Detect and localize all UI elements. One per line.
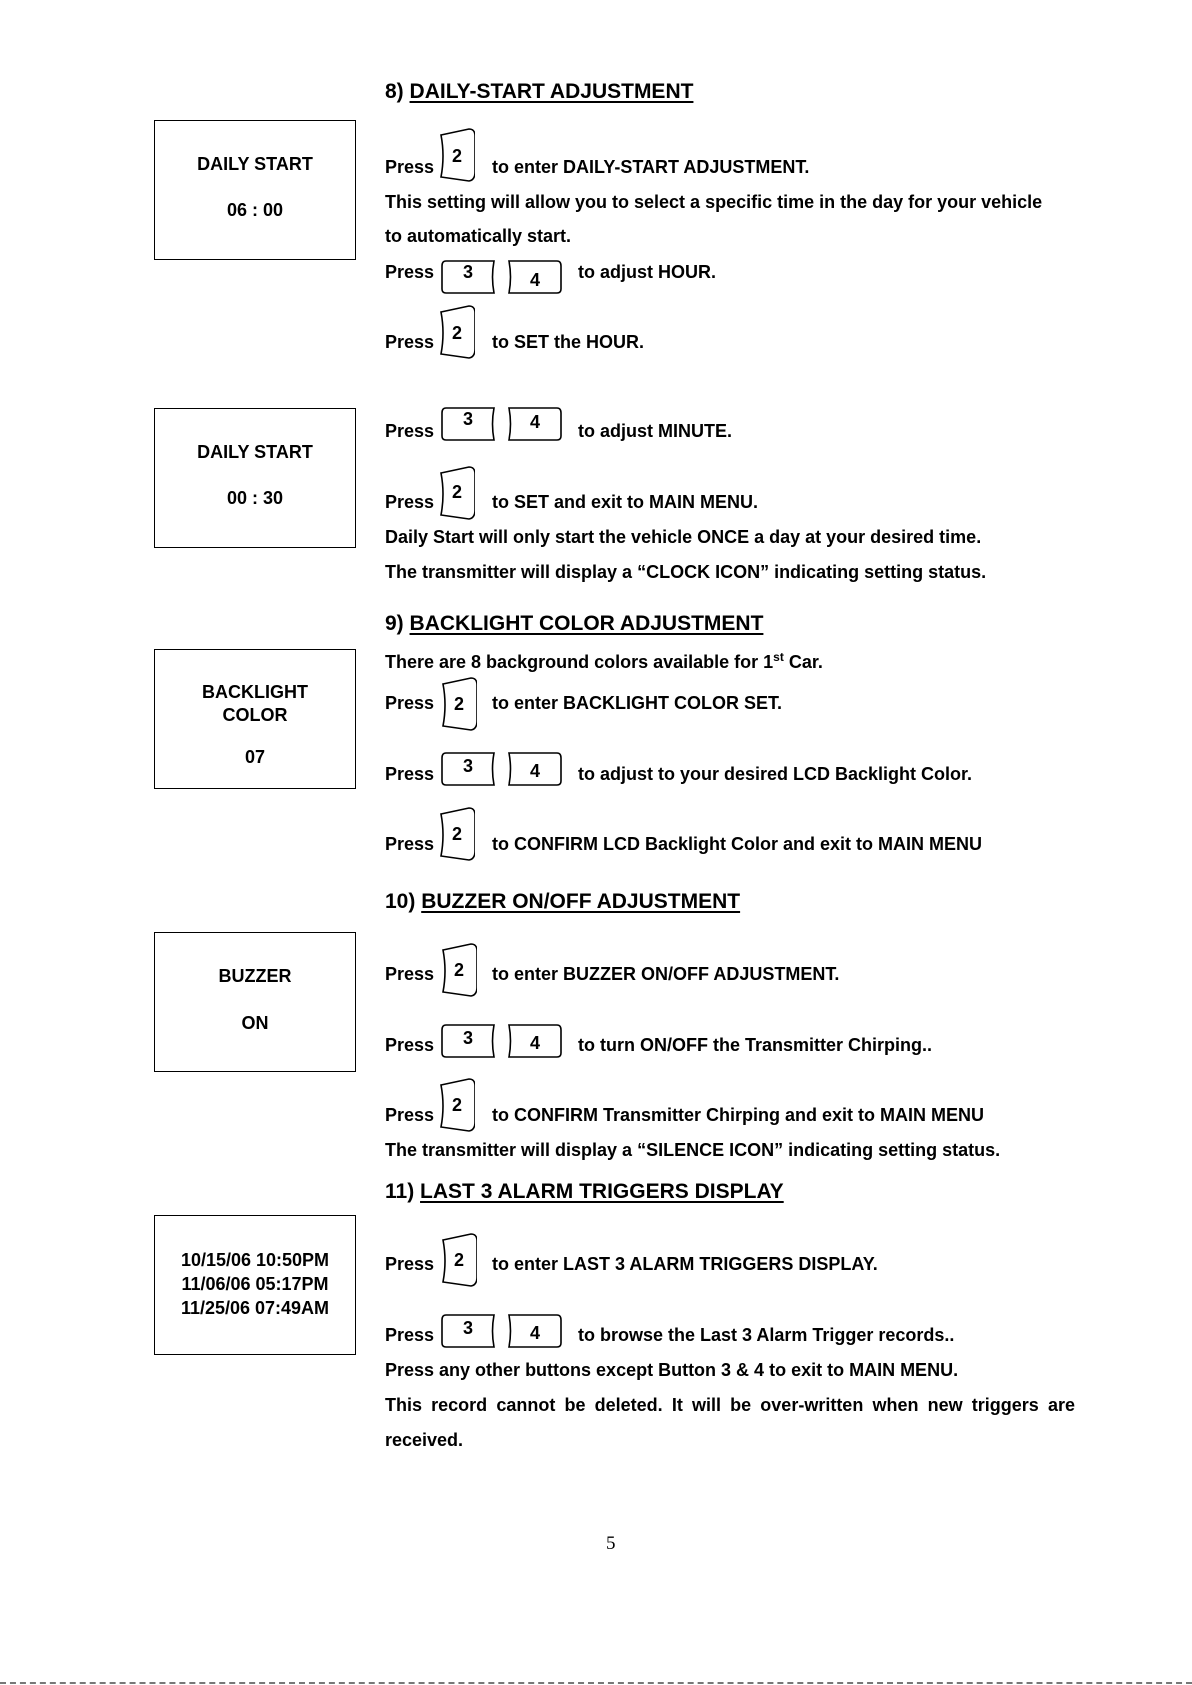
lcd-line: 06 : 00 [226, 200, 284, 220]
lcd-line: 11/25/06 07:49AM [180, 1298, 330, 1318]
lcd-line: COLOR [222, 705, 288, 725]
button-2-label: 2 [453, 694, 464, 714]
lcd-trigger-list [155, 1248, 355, 1320]
button-3 [441, 407, 495, 441]
step-text: to enter DAILY-START ADJUSTMENT. [492, 157, 810, 177]
note-text: Press any other buttons except Button 3 & 4 to exit to MAIN MENU. [385, 1360, 959, 1380]
lcd-line: ON [241, 1013, 269, 1033]
button-2 [441, 1233, 477, 1287]
button-4 [508, 407, 562, 441]
intro-text [385, 650, 823, 673]
press-label: Press [385, 1325, 435, 1345]
step-text: to SET and exit to MAIN MENU. [492, 492, 759, 512]
lcd-line: 00 : 30 [226, 488, 284, 508]
note-text: This record cannot be deleted. It will be over-written when new triggers are [385, 1395, 1075, 1415]
step-text: to adjust HOUR. [578, 262, 716, 282]
button-3 [441, 752, 495, 786]
press-label: Press [385, 834, 435, 854]
button-2 [441, 677, 477, 731]
step-text: to enter LAST 3 ALARM TRIGGERS DISPLAY. [492, 1254, 878, 1274]
lcd-line: 10/15/06 10:50PM [180, 1250, 330, 1270]
section-9-title: BACKLIGHT COLOR ADJUSTMENT [409, 612, 764, 635]
step-text: to CONFIRM LCD Backlight Color and exit to MAIN MENU [492, 834, 982, 854]
lcd-display-daily-start-minute [154, 408, 356, 548]
section-11-heading [385, 1180, 784, 1204]
button-4-label: 4 [529, 1323, 540, 1343]
press-label: Press [385, 492, 435, 512]
press-label: Press [385, 693, 435, 713]
button-2 [439, 305, 475, 359]
step-text: to CONFIRM Transmitter Chirping and exit to MAIN MENU [492, 1105, 985, 1125]
button-2-label: 2 [451, 1095, 462, 1115]
button-3 [441, 1314, 495, 1348]
button-2-label: 2 [451, 323, 462, 343]
press-label: Press [385, 332, 435, 352]
button-3-label: 3 [462, 1318, 473, 1338]
section-8-title: DAILY-START ADJUSTMENT [409, 80, 694, 103]
button-4 [508, 752, 562, 786]
paragraph-line: to automatically start. [385, 226, 572, 246]
section-11-number: 11) [385, 1180, 415, 1203]
section-9-number: 9) [385, 612, 404, 635]
section-8-heading [385, 80, 693, 104]
button-2-label: 2 [453, 1250, 464, 1270]
paragraph-line: This setting will allow you to select a specific time in the day for your vehicle [385, 192, 1043, 212]
button-4-label: 4 [529, 270, 540, 290]
ordinal-superscript: st [773, 650, 784, 664]
button-2-label: 2 [451, 824, 462, 844]
section-11-title: LAST 3 ALARM TRIGGERS DISPLAY [420, 1180, 784, 1203]
section-10-number: 10) [385, 890, 416, 913]
button-2-label: 2 [451, 482, 462, 502]
intro-text-part: There are 8 background colors available for 1 [385, 652, 774, 672]
intro-text-part: Car. [783, 652, 823, 672]
press-label: Press [385, 157, 435, 177]
step-text: to adjust to your desired LCD Backlight Color. [578, 764, 973, 784]
button-2 [439, 466, 475, 520]
press-label: Press [385, 1105, 435, 1125]
button-4-label: 4 [529, 412, 540, 432]
press-label: Press [385, 262, 435, 282]
step-text: to browse the Last 3 Alarm Trigger records.. [578, 1325, 955, 1345]
button-4-label: 4 [529, 761, 540, 781]
section-10-heading [385, 890, 740, 914]
button-2-label: 2 [453, 960, 464, 980]
button-3 [441, 260, 495, 294]
lcd-line: DAILY START [197, 442, 313, 462]
page-bottom-edge [0, 1682, 1192, 1684]
note-text: received. [385, 1430, 464, 1450]
button-2 [441, 943, 477, 997]
press-label: Press [385, 1254, 435, 1274]
button-3 [441, 1024, 495, 1058]
section-9-heading [385, 612, 763, 636]
button-3-label: 3 [462, 262, 473, 282]
button-3-label: 3 [462, 756, 473, 776]
note-text: Daily Start will only start the vehicle ONCE a day at your desired time. [385, 527, 982, 547]
button-2 [439, 807, 475, 861]
note-text: The transmitter will display a “SILENCE ICON” indicating setting status. [385, 1140, 1001, 1160]
section-8-number: 8) [385, 80, 404, 103]
press-label: Press [385, 421, 435, 441]
press-label: Press [385, 764, 435, 784]
note-text: The transmitter will display a “CLOCK ICON” indicating setting status. [385, 562, 987, 582]
lcd-display-buzzer [154, 932, 356, 1072]
step-text: to adjust MINUTE. [578, 421, 732, 441]
lcd-display-backlight-color [154, 649, 356, 789]
step-text: to SET the HOUR. [492, 332, 644, 352]
button-4 [508, 1024, 562, 1058]
button-3-label: 3 [462, 1028, 473, 1048]
lcd-line: BACKLIGHT [202, 682, 308, 702]
step-text: to enter BUZZER ON/OFF ADJUSTMENT. [492, 964, 840, 984]
step-text: to turn ON/OFF the Transmitter Chirping.. [578, 1035, 932, 1055]
button-4 [508, 1314, 562, 1348]
lcd-line: 11/06/06 05:17PM [181, 1274, 329, 1294]
press-label: Press [385, 1035, 435, 1055]
page-number: 5 [606, 1533, 616, 1554]
button-3-label: 3 [462, 409, 473, 429]
button-2-label: 2 [451, 146, 462, 166]
press-label: Press [385, 964, 435, 984]
button-2 [439, 1078, 475, 1132]
button-4 [508, 260, 562, 294]
section-10-title: BUZZER ON/OFF ADJUSTMENT [421, 890, 741, 913]
lcd-display-alarm-triggers [154, 1215, 356, 1355]
lcd-line: DAILY START [197, 154, 313, 174]
lcd-display-daily-start-hour [154, 120, 356, 260]
lcd-line: 07 [244, 747, 266, 767]
lcd-line: BUZZER [218, 966, 292, 986]
button-4-label: 4 [529, 1033, 540, 1053]
button-2 [439, 128, 475, 182]
step-text: to enter BACKLIGHT COLOR SET. [492, 693, 783, 713]
